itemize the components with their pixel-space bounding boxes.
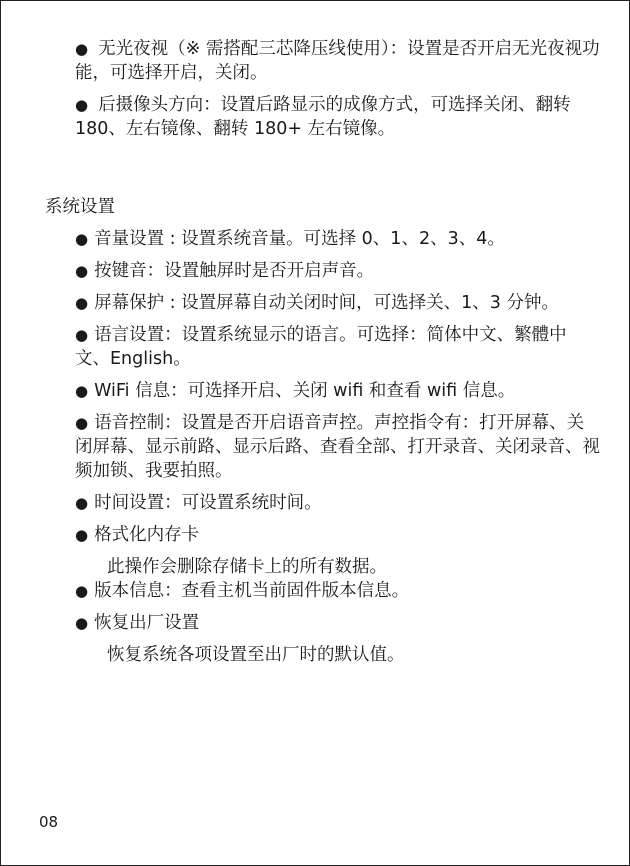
item-text: 格式化内存卡 bbox=[94, 525, 200, 545]
bullet-icon: ● bbox=[75, 96, 89, 114]
list-item-version bbox=[45, 579, 600, 603]
item-text: 音量设置 : 设置系统音量。可选择 0、1、2、3、4。 bbox=[94, 229, 505, 249]
page-content bbox=[45, 37, 600, 667]
item-text: 按键音：设置触屏时是否开启声音。 bbox=[94, 261, 375, 281]
list-item-language bbox=[45, 323, 600, 371]
list-item-night-vision bbox=[45, 37, 600, 85]
item-text: 版本信息：查看主机当前固件版本信息。 bbox=[94, 581, 410, 601]
item-text: 时间设置：可设置系统时间。 bbox=[94, 493, 322, 513]
list-item-voice-control bbox=[45, 411, 600, 483]
list-item-time bbox=[45, 491, 600, 515]
item-text: 屏幕保护 : 设置屏幕自动关闭时间，可选择关、1、3 分钟。 bbox=[94, 293, 559, 313]
bullet-icon: ● bbox=[75, 382, 89, 400]
item-text: 无光夜视（※ 需搭配三芯降压线使用）：设置是否开启无光夜视功能，可选择开启，关闭。 bbox=[75, 39, 600, 83]
bullet-icon: ● bbox=[75, 614, 89, 632]
list-item-screensaver bbox=[45, 291, 600, 315]
list-item-volume bbox=[45, 227, 600, 251]
section-title: 系统设置 bbox=[45, 197, 115, 217]
list-item-wifi bbox=[45, 379, 600, 403]
bullet-icon: ● bbox=[75, 294, 89, 312]
bullet-icon: ● bbox=[75, 494, 89, 512]
bullet-icon: ● bbox=[75, 414, 89, 432]
item-text: 恢复出厂设置 bbox=[94, 613, 200, 633]
bullet-icon: ● bbox=[75, 582, 89, 600]
format-card-note: 此操作会删除存储卡上的所有数据。 bbox=[107, 557, 387, 577]
item-text: 语言设置：设置系统显示的语言。可选择：简体中文、繁體中文、English。 bbox=[75, 325, 567, 369]
bullet-icon: ● bbox=[75, 230, 89, 248]
bullet-icon: ● bbox=[75, 262, 89, 280]
bullet-icon: ● bbox=[75, 40, 89, 58]
bullet-icon: ● bbox=[75, 526, 89, 544]
list-item-factory-reset bbox=[45, 611, 600, 635]
item-text: 后摄像头方向：设置后路显示的成像方式，可选择关闭、翻转 180、左右镜像、翻转 180+ 左右镜像。 bbox=[75, 95, 571, 139]
item-text: 语音控制：设置是否开启语音声控。声控指令有：打开屏幕、关闭屏幕、显示前路、显示后路、查看全部、打开录音、关闭录音、视频加锁、我要拍照。 bbox=[75, 413, 600, 481]
list-item-format-card bbox=[45, 523, 600, 547]
page-number: 08 bbox=[39, 813, 59, 831]
item-text: WiFi 信息：可选择开启、关闭 wifi 和查看 wifi 信息。 bbox=[94, 381, 516, 401]
list-item-key-tone bbox=[45, 259, 600, 283]
list-item-rear-camera bbox=[45, 93, 600, 141]
factory-reset-note: 恢复系统各项设置至出厂时的默认值。 bbox=[107, 645, 405, 665]
bullet-icon: ● bbox=[75, 326, 89, 344]
